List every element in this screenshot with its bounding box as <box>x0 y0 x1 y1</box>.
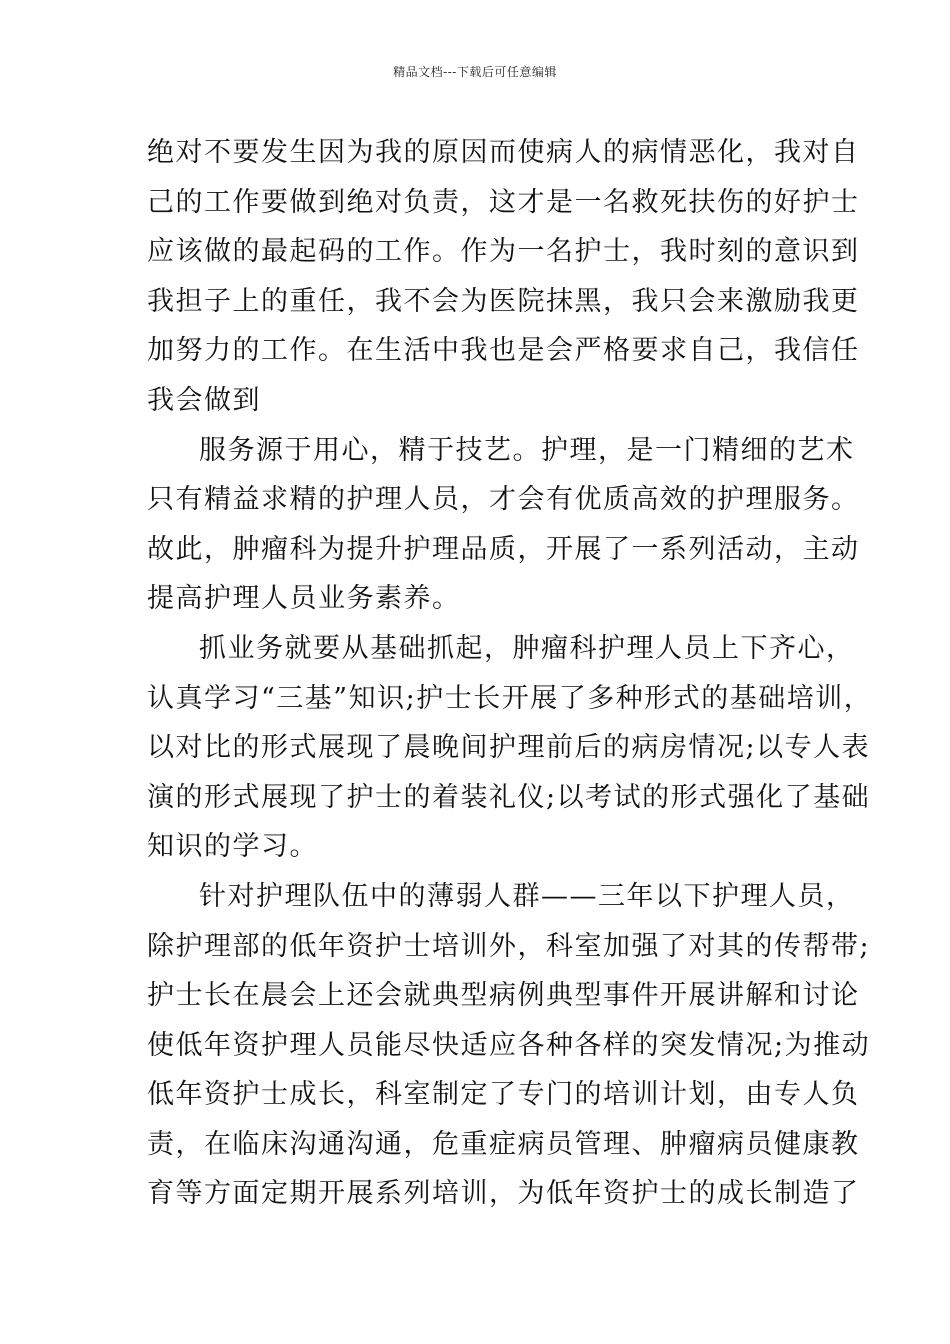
text-line: 护士长在晨会上还会就典型病例典型事件开展讲解和讨论 <box>147 980 860 1012</box>
paragraph-first-line: 针对护理队伍中的薄弱人群——三年以下护理人员， <box>199 880 855 912</box>
text-line: 除护理部的低年资护士培训外，科室加强了对其的传帮带; <box>147 930 871 962</box>
text-line: 我担子上的重任，我不会为医院抹黑，我只会来激励我更 <box>147 285 860 317</box>
text-line: 只有精益求精的护理人员，才会有优质高效的护理服务。 <box>147 484 860 516</box>
text-line: 知识的学习。 <box>147 831 318 863</box>
text-line: 以对比的形式展现了晨晚间护理前后的病房情况;以专人表 <box>147 732 871 764</box>
text-line: 认真学习“三基”知识;护士长开展了多种形式的基础培训， <box>147 682 873 714</box>
text-line: 演的形式展现了护士的着装礼仪;以考试的形式强化了基础 <box>147 781 871 813</box>
text-line: 应该做的最起码的工作。作为一名护士，我时刻的意识到 <box>147 236 860 268</box>
text-line: 绝对不要发生因为我的原因而使病人的病情恶化，我对自 <box>147 137 860 168</box>
paragraph-first-line: 抓业务就要从基础抓起，肿瘤科护理人员上下齐心， <box>199 632 855 664</box>
text-line: 加努力的工作。在生活中我也是会严格要求自己，我信任 <box>147 335 860 367</box>
document-body <box>147 128 873 1219</box>
text-line: 己的工作要做到绝对负责，这才是一名救死扶伤的好护士 <box>147 186 860 218</box>
text-line: 使低年资护理人员能尽快适应各种各样的突发情况;为推动 <box>147 1029 871 1061</box>
text-line: 提高护理人员业务素养。 <box>147 583 461 615</box>
paragraph-first-line: 服务源于用心，精于技艺。护理，是一门精细的艺术 <box>199 434 855 466</box>
text-line: 故此，肿瘤科为提升护理品质，开展了一系列活动，主动 <box>147 533 860 565</box>
page-header: 精品文档---下载后可任意编辑 <box>393 65 557 79</box>
text-line: 我会做到 <box>147 384 261 416</box>
text-line: 育等方面定期开展系列培训，为低年资护士的成长制造了 <box>147 1178 860 1210</box>
text-line: 责，在临床沟通沟通，危重症病员管理、肿瘤病员健康教 <box>147 1128 860 1160</box>
text-line: 低年资护士成长，科室制定了专门的培训计划，由专人负 <box>147 1079 860 1111</box>
